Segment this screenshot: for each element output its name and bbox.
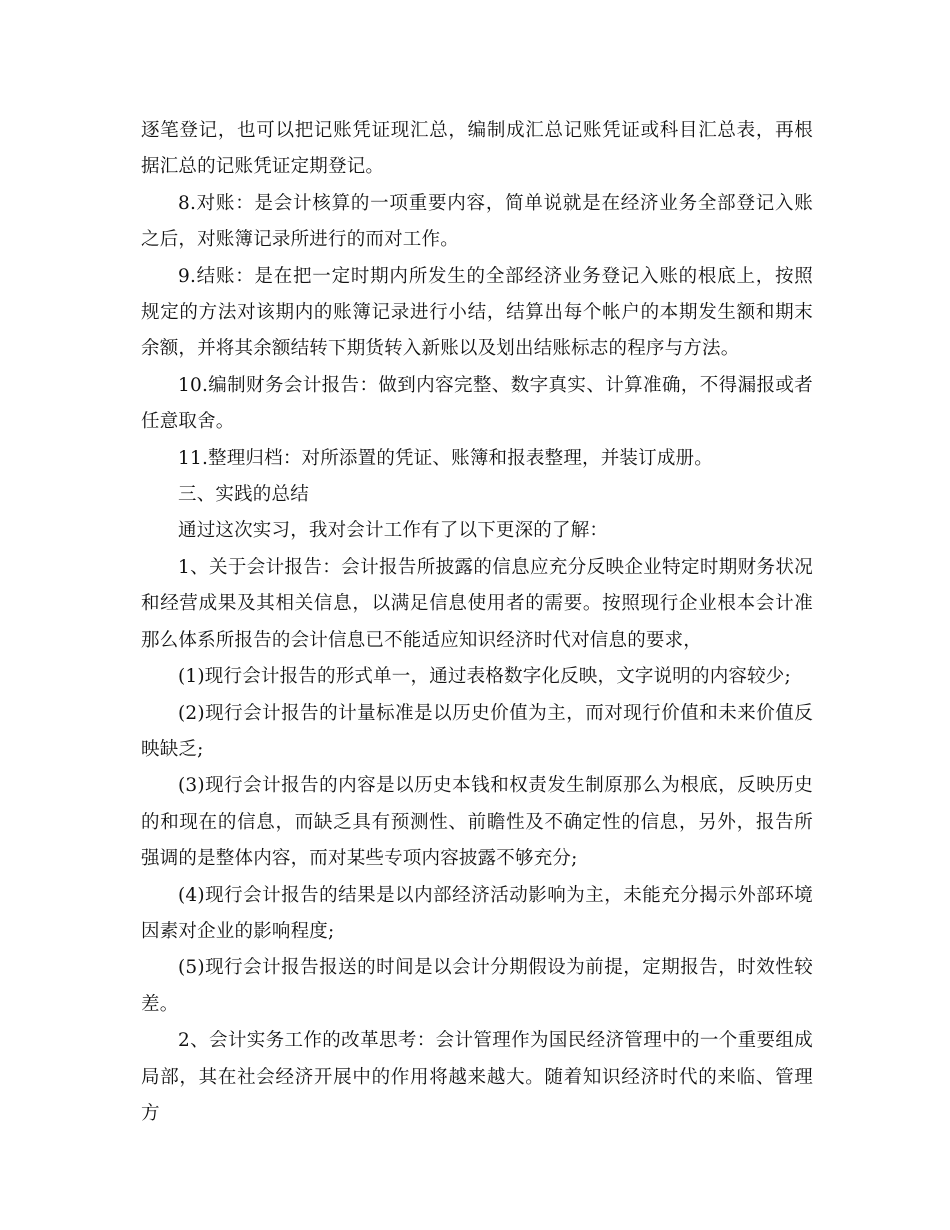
paragraph-item-8-reconciliation: 8.对账：是会计核算的一项重要内容，简单说就是在经济业务全部登记入账之后，对账簿记录所进行的而对工作。	[141, 192, 813, 251]
paragraph-subpoint-5: (5)现行会计报告报送的时间是以会计分期假设为前提，定期报告，时效性较差。	[141, 957, 813, 1015]
section-heading-practice-summary: 三、实践的总结	[178, 484, 309, 506]
paragraph-ledger-posting: 逐笔登记，也可以把记账凭证现汇总，编制成汇总记账凭证或科目汇总表，再根据汇总的记账凭证定期登记。	[141, 120, 813, 178]
paragraph-point-1-accounting-report: 1、关于会计报告：会计报告所披露的信息应充分反映企业特定时期财务状况和经营成果及其相关信息，以满足信息使用者的需要。按照现行企业根本会计准那么体系所报告的会计信息已不能适应知识经济时代对信息的要求，	[141, 556, 813, 651]
paragraph-subpoint-4: (4)现行会计报告的结果是以内部经济活动影响为主，未能充分揭示外部环境因素对企业的影响程度;	[141, 884, 813, 942]
paragraph-item-10-financial-report: 10.编制财务会计报告：做到内容完整、数字真实、计算准确，不得漏报或者任意取舍。	[141, 374, 813, 433]
document-body	[141, 113, 813, 1132]
paragraph-subpoint-1: (1)现行会计报告的形式单一，通过表格数字化反映，文字说明的内容较少;	[178, 666, 791, 688]
paragraph-subpoint-3: (3)现行会计报告的内容是以历史本钱和权责发生制原那么为根底，反映历史的和现在的信息，而缺乏具有预测性、前瞻性及不确定性的信息，另外，报告所强调的是整体内容，而对某些专项内容披露不够充分;	[141, 775, 813, 870]
paragraph-summary-intro: 通过这次实习，我对会计工作有了以下更深的了解：	[178, 520, 609, 542]
paragraph-subpoint-2: (2)现行会计报告的计量标准是以历史价值为主，而对现行价值和未来价值反映缺乏;	[141, 702, 813, 760]
paragraph-item-11-archiving: 11.整理归档：对所添置的凭证、账簿和报表整理，并装订成册。	[178, 447, 713, 469]
paragraph-item-9-closing: 9.结账：是在把一定时期内所发生的全部经济业务登记入账的根底上，按照规定的方法对该期内的账簿记录进行小结，结算出每个帐户的本期发生额和期末余额，并将其余额结转下期货转入新账以及划出结账标志的程序与方法。	[141, 265, 813, 360]
paragraph-point-2-reform: 2、会计实务工作的改革思考：会计管理作为国民经济管理中的一个重要组成局部，其在社会经济开展中的作用将越来越大。随着知识经济时代的来临、管理方	[141, 1030, 813, 1124]
